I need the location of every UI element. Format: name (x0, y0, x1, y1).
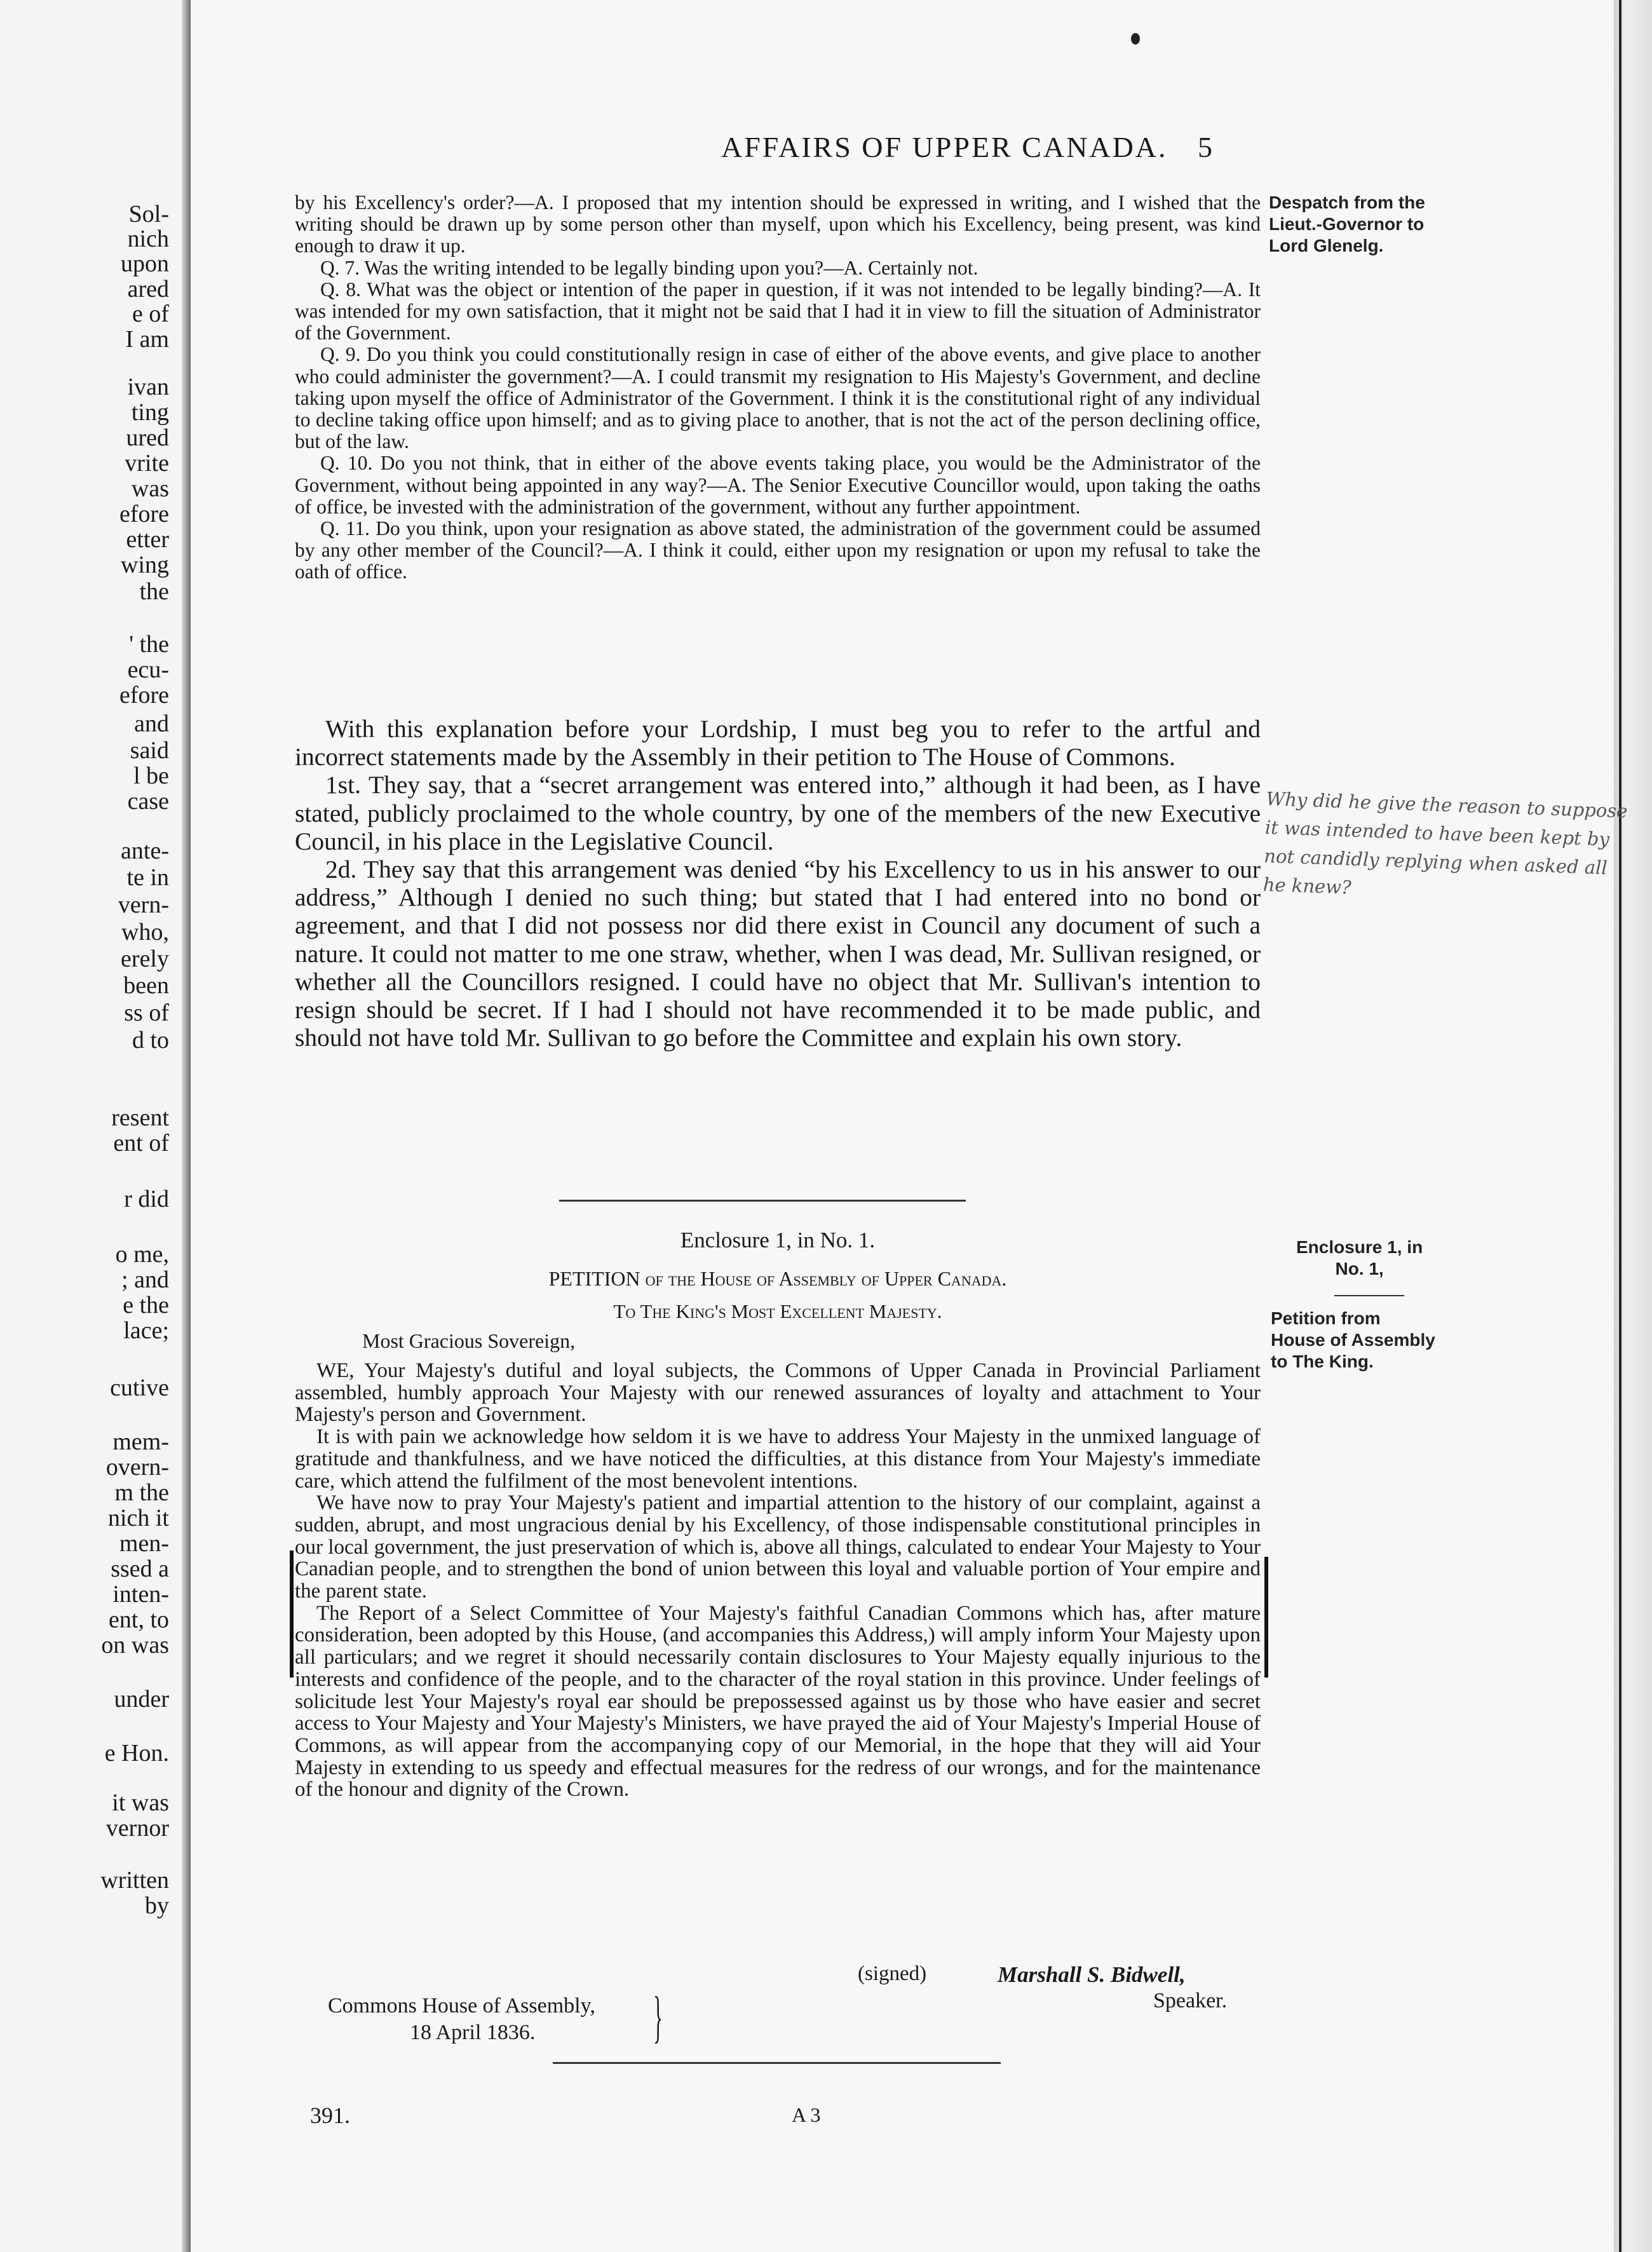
adjacent-page-fragment: overn- (105, 1454, 169, 1481)
qa-paragraph: Q. 8. What was the object or intention of the paper in question, if it was not intended to be legally binding?—A. It was intended for my own satisfaction, that it might not be said that I had it in view to fill the situation of Administrator of the Government. (295, 278, 1261, 344)
footer-sessional-number: 391. (310, 2103, 350, 2128)
adjacent-page-fragment: etter (126, 526, 169, 553)
narrative-section (295, 715, 1261, 1052)
petition-addressee: To The King's Most Excellent Majesty. (613, 1300, 942, 1322)
adjacent-page-fragment: and (134, 710, 169, 737)
adjacent-page-fragment: ured (126, 424, 169, 451)
adjacent-page-fragment: l be (133, 763, 169, 789)
signature-title: Speaker. (1153, 1989, 1228, 2012)
margin-bracket-left (290, 1550, 294, 1678)
adjacent-page-fragment: ' the (129, 631, 169, 658)
adjacent-page-fragment: erely (121, 946, 169, 972)
signature-signed: (signed) (858, 1962, 927, 1985)
margin-bracket-right (1264, 1557, 1268, 1678)
adjacent-page-fragment: written (100, 1867, 169, 1894)
adjacent-page-fragment: efore (119, 682, 169, 709)
qa-paragraph: Q. 7. Was the writing intended to be legally binding upon you?—A. Certainly not. (320, 256, 978, 279)
adjacent-page-fragment: inten- (112, 1581, 169, 1608)
adjacent-page-fragment: case (127, 788, 169, 815)
adjacent-page-fragment: ent of (113, 1130, 169, 1157)
adjacent-page-fragment: men- (119, 1530, 169, 1557)
qa-paragraph: Q. 9. Do you think you could constitutionally resign in case of either of the above events, and give place to another who could administer the government?—A. I could transmit my resignation to His Majesty's Government, and decline taking upon myself the office of Administrator of the Government. I think it is the constitutional right of any individual to decline taking office upon himself; and as to giving place to another, that is not the act of the person declining office, but of the law. (295, 343, 1261, 453)
adjacent-page-fragment: efore (119, 501, 169, 527)
adjacent-page-fragment: by (145, 1892, 169, 1919)
adjacent-page-fragment: the (139, 578, 169, 605)
petition-paragraph: The Report of a Select Committee of Your Majesty's faithful Canadian Commons which has, after mature consideration, been adopted by this House, (and accompanies this Address,) will amply inform Your Majesty upon all particulars; and we regret it should necessarily contain disclosures to Your Majesty equally injurious to the interests and confidence of the people, and to the character of the royal station in this province. Under feelings of solicitude lest Your Majesty's royal ear should be prepossessed against us by those who have easier and secret access to Your Majesty and Your Majesty's Ministers, we have prayed the aid of Your Majesty's Imperial House of Commons, as will appear from the accompanying copy of our Memorial, in the hope that they will aid Your Majesty in extending to us speedy and effectual measures for the redress of our wrongs, and for the maintenance of the honour and dignity of the Crown. (295, 1601, 1261, 1801)
page-fold-shadow (182, 0, 191, 2252)
adjacent-page-fragment: r did (124, 1186, 169, 1212)
handwritten-annotation: Why did he give the reason to suppose it was intended to have been kept by not candidly replying when asked all he knew? (1263, 787, 1628, 899)
adjacent-page-fragment: te in (126, 864, 169, 891)
adjacent-page-fragment: under (114, 1686, 169, 1713)
qa-paragraph: by his Excellency's order?—A. I proposed that my intention should be expressed in writing, and I wished that the writing should be drawn up by some person other than myself, upon which his Excellency, being present, was kind enough to draw it up. (295, 191, 1261, 257)
adjacent-page-fragment: Sol- (128, 201, 169, 227)
page-title: AFFAIRS OF UPPER CANADA. (721, 131, 1168, 163)
adjacent-page-fragment: ent, to (109, 1606, 169, 1633)
adjacent-page-fragment: ecu- (127, 656, 169, 683)
narrative-paragraph: With this explanation before your Lordship, I must beg you to refer to the artful and incorrect statements made by the Assembly in their petition to The House of Commons. (295, 715, 1261, 771)
margin-divider (1334, 1295, 1404, 1296)
signature-date: 18 April 1836. (410, 2021, 536, 2044)
qa-section (295, 192, 1261, 583)
adjacent-page-fragment: nich it (107, 1505, 169, 1531)
adjacent-page-fragment: on was (101, 1632, 169, 1658)
adjacent-page-fragment: m the (114, 1479, 169, 1506)
enclosure-heading: Enclosure 1, in No. 1. (680, 1228, 876, 1252)
adjacent-page-fragment: e of (132, 301, 169, 327)
adjacent-page-fragment: vrite (125, 450, 169, 477)
ink-spot (1131, 33, 1140, 44)
petition-paragraph: WE, Your Majesty's dutiful and loyal subjects, the Commons of Upper Canada in Provincial Parliament assembled, humbly approach Your Majesty with our renewed assurances of loyalty and attachment to Your Majesty's person and Government. (295, 1359, 1261, 1427)
petition-paragraph: We have now to pray Your Majesty's patient and impartial attention to the history of our complaint, against a sudden, abrupt, and most ungracious denial by his Excellency, of those indispensable constitutional principles in our local government, the just preservation of which is, above all things, calculated to endear Your Majesty to Your Canadian people, and to strengthen the bond of union between this loyal and valuable portion of Your empire and the parent state. (295, 1491, 1261, 1603)
signature-place: Commons House of Assembly, (328, 1994, 595, 2018)
adjacent-page-fragment: said (130, 737, 169, 764)
adjacent-page-fragment: cutive (110, 1374, 169, 1401)
adjacent-page-fragment: lace; (123, 1317, 169, 1344)
adjacent-page-fragment: mem- (112, 1428, 169, 1455)
adjacent-page-fragment: nich (127, 226, 169, 252)
qa-paragraph: Q. 10. Do you not think, that in either of the above events taking place, you would be the Administrator of the Government, without being appointed in any way?—A. The Senior Executive Councillor would, upon taking the oaths of office, be invested with the administration of the government, without any further appointment. (295, 452, 1261, 518)
narrative-paragraph: 2d. They say that this arrangement was denied “by his Excellency to us in his answer to our address,” Although I denied no such thing; but stated that I had entered into no bond or agreement, and that I did not possess nor did there exist in Council any document of such a nature. It could not matter to me one straw, whether, when I was dead, Mr. Sullivan resigned, or whether all the Councillors resigned. I could have no object that Mr. Sullivan's intention to resign should be secret. If I had I should not have recommended it to be made public, and should not have told Mr. Sullivan to go before the Committee and explain his own story. (295, 855, 1261, 1052)
adjacent-page-fragment: ting (131, 399, 169, 426)
bottom-divider (553, 2062, 1001, 2064)
adjacent-page-fragment: ante- (121, 838, 169, 864)
adjacent-page-fragment: vernor (105, 1815, 169, 1842)
adjacent-page-fragment: e Hon. (104, 1740, 169, 1767)
adjacent-page-fragment: wing (121, 552, 169, 578)
section-divider (559, 1200, 966, 1202)
footer-signature-mark: A 3 (792, 2103, 821, 2126)
signature-brace: } (653, 1986, 663, 2049)
signature-name: Marshall S. Bidwell, (998, 1962, 1186, 1987)
adjacent-page-fragment: vern- (118, 892, 169, 918)
adjacent-page-fragment: it was (112, 1789, 169, 1816)
adjacent-page-fragment: ared (127, 276, 169, 302)
margin-note-despatch: Despatch from the Lieut.-Governor to Lord Glenelg. (1269, 193, 1425, 255)
petition-salutation: Most Gracious Sovereign, (362, 1329, 576, 1352)
adjacent-page-fragment: ; and (121, 1266, 169, 1293)
adjacent-page-strip (0, 0, 191, 2252)
margin-note-enclosure: Enclosure 1, in No. 1, (1296, 1237, 1423, 1279)
margin-note-petition: Petition from House of Assembly to The King. (1271, 1308, 1435, 1371)
adjacent-page-fragment: e the (123, 1292, 169, 1319)
page-number: 5 (1198, 131, 1214, 163)
adjacent-page-fragment: upon (121, 250, 169, 277)
petition-title: PETITION of the House of Assembly of Upper Canada. (548, 1267, 1007, 1290)
petition-paragraph: It is with pain we acknowledge how seldom it is we have to address Your Majesty in the unmixed language of gratitude and thankfulness, and we have noticed the difficulties, at this distance from Your Majesty's immediate care, which attend the fulfilment of the most benevolent intentions. (295, 1425, 1261, 1493)
right-page-edge (1614, 0, 1652, 2252)
adjacent-page-fragment: been (123, 972, 169, 999)
petition-body (295, 1360, 1261, 1801)
narrative-paragraph: 1st. They say, that a “secret arrangement was entered into,” although it had been, as I have stated, publicly proclaimed to the whole country, by one of the members of the new Executive Council, in his place in the Legislative Council. (295, 771, 1261, 855)
qa-paragraph: Q. 11. Do you think, upon your resignation as above stated, the administration of the government could be assumed by any other member of the Council?—A. I think it could, either upon my resignation or upon my refusal to take the oath of office. (295, 517, 1261, 583)
adjacent-page-fragment: o me, (115, 1241, 169, 1268)
adjacent-page-fragment: was (131, 475, 169, 502)
adjacent-page-fragment: I am (125, 326, 169, 353)
adjacent-page-fragment: ivan (127, 374, 169, 400)
adjacent-page-fragment: ss of (124, 1000, 169, 1026)
adjacent-page-fragment: ssed a (111, 1556, 169, 1582)
document-page (191, 0, 1628, 2252)
adjacent-page-fragment: d to (132, 1027, 169, 1054)
adjacent-page-fragment: who, (121, 919, 169, 946)
adjacent-page-fragment: resent (111, 1104, 169, 1131)
